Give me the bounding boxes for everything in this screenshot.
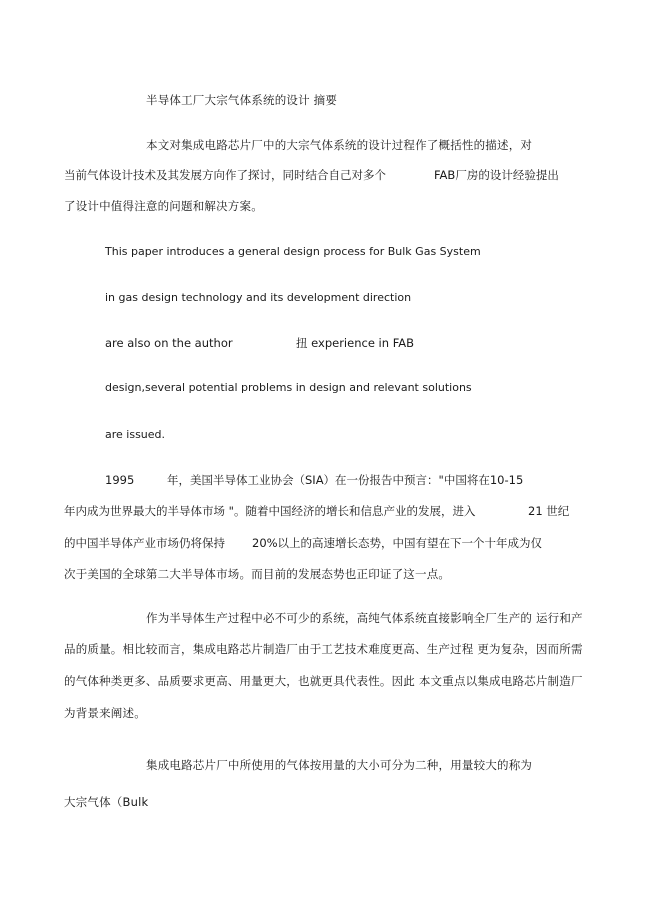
para1-year: 1995 xyxy=(105,473,135,487)
para3-line-1: 集成电路芯片厂中所使用的气体按用量的大小可分为二种，用量较大的称为 xyxy=(146,758,533,772)
abstract-en-line-1: This paper introduces a general design process for Bulk Gas System xyxy=(105,245,481,258)
para1-line-1: 年，美国半导体工业协会（SIA）在一份报告中预言："中国将在10-15 xyxy=(167,473,524,487)
para2-line-2: 品的质量。相比较而言，集成电路芯片制造厂由于工艺技术难度更高、生产过程 更为复杂，因而所需 xyxy=(64,642,583,656)
abstract-cn-line-3: 了设计中值得注意的问题和解决方案。 xyxy=(64,199,263,213)
para1-line-4: 次于美国的全球第二大半导体市场。而目前的发展态势也正印证了这一点。 xyxy=(64,567,451,581)
abstract-en-line-3a: are also on the author xyxy=(105,336,233,350)
para2-line-3: 的气体种类更多、品质要求更高、用量更大，也就更具代表性。因此 本文重点以集成电路芯片制造厂 xyxy=(64,674,583,688)
abstract-en-line-4: design,several potential problems in design and relevant solutions xyxy=(105,381,472,394)
abstract-en-line-3b: 扭 experience in FAB xyxy=(296,336,415,350)
abstract-cn-line-2a: 当前气体设计技术及其发展方向作了探讨，同时结合自己对多个 xyxy=(64,168,386,182)
para2-line-4: 为背景来阐述。 xyxy=(64,706,146,720)
abstract-cn-line-2b: FAB厂房的设计经验提出 xyxy=(434,168,559,182)
para3-line-2: 大宗气体（Bulk xyxy=(64,795,149,809)
abstract-en-line-5: are issued. xyxy=(105,428,166,441)
para1-line-2b: 21 世纪 xyxy=(528,504,570,518)
abstract-en-line-2: in gas design technology and its development direction xyxy=(105,291,412,304)
document-title: 半导体工厂大宗气体系统的设计 摘要 xyxy=(146,93,338,107)
para1-line-3b: 20%以上的高速增长态势，中国有望在下一个十年成为仅 xyxy=(252,536,543,550)
para1-line-2a: 年内成为世界最大的半导体市场 "。随着中国经济的增长和信息产业的发展，进入 xyxy=(64,504,476,518)
para2-line-1: 作为半导体生产过程中必不可少的系统，高纯气体系统直接影响全厂生产的 运行和产 xyxy=(146,611,583,625)
abstract-cn-line-1: 本文对集成电路芯片厂中的大宗气体系统的设计过程作了概括性的描述，对 xyxy=(146,138,533,152)
para1-line-3a: 的中国半导体产业市场仍将保持 xyxy=(64,536,225,550)
